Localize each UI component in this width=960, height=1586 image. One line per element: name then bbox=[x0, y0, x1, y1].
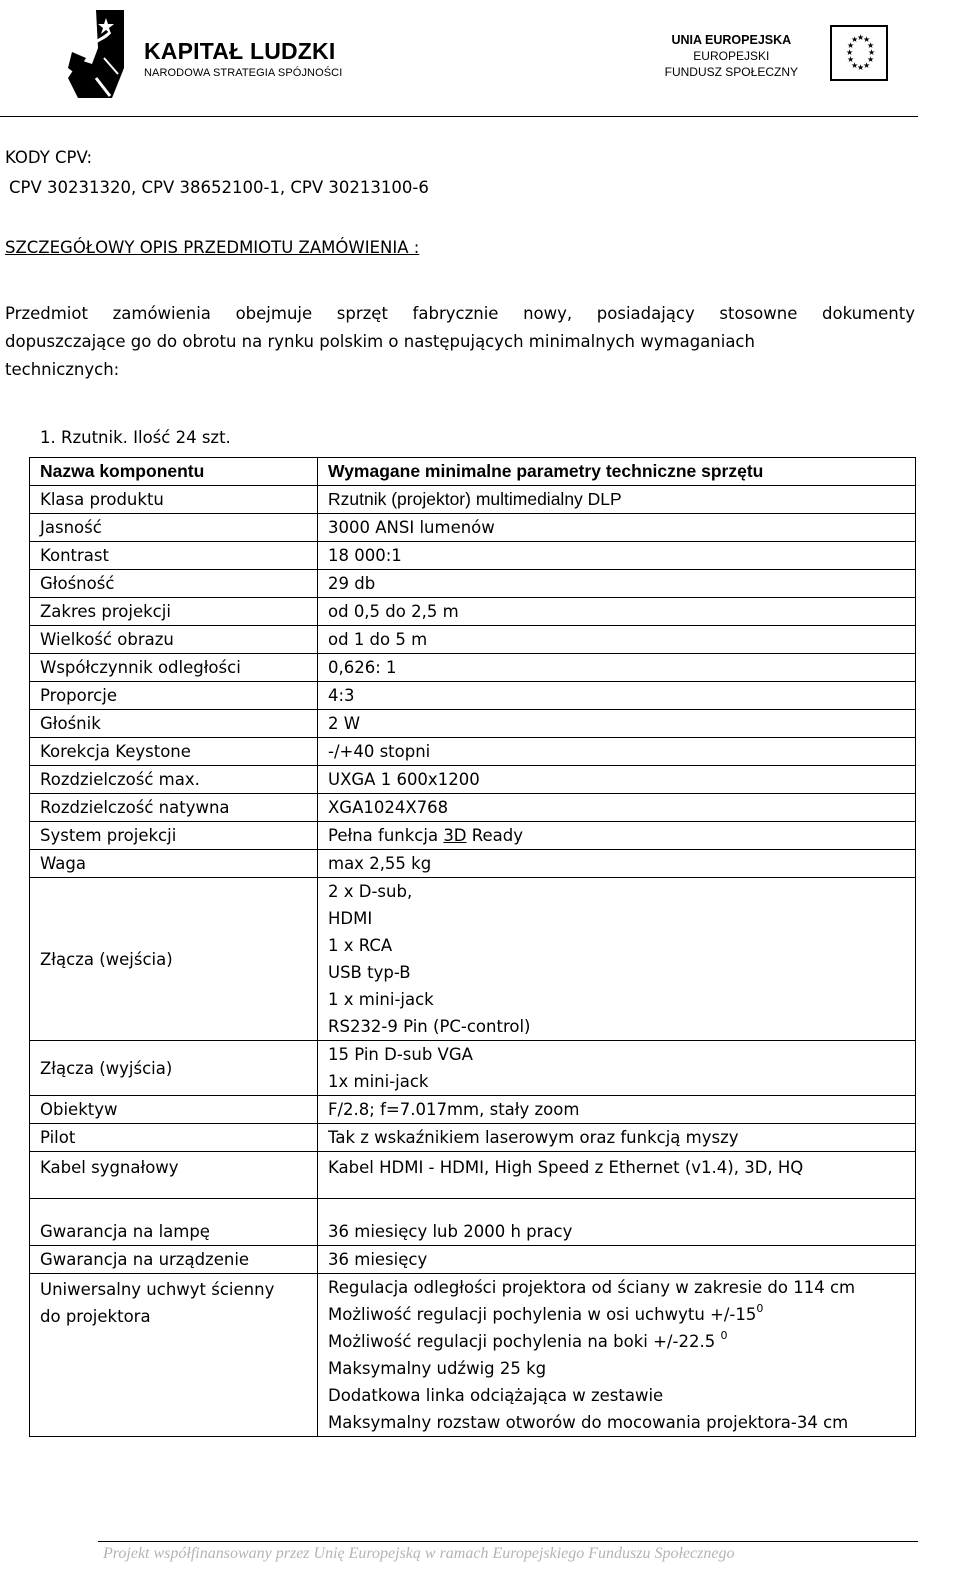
mount-spec-text: Możliwość regulacji pochylenia na boki +/-22.5 bbox=[328, 1332, 721, 1351]
row-value-pre: Pełna funkcja bbox=[328, 826, 444, 845]
row-name: Złącza (wyjścia) bbox=[30, 1041, 318, 1096]
cpv-codes: CPV 30231320, CPV 38652100-1, CPV 30213100-6 bbox=[9, 178, 429, 197]
table-row-outputs bbox=[30, 1041, 916, 1096]
footer-divider bbox=[98, 1541, 918, 1542]
input-port: 1 x RCA bbox=[328, 936, 393, 955]
output-port: 15 Pin D-sub VGA bbox=[328, 1045, 473, 1064]
row-value bbox=[318, 822, 916, 850]
row-name: Pilot bbox=[30, 1124, 318, 1152]
row-name: Jasność bbox=[30, 514, 318, 542]
svg-text:★: ★ bbox=[851, 61, 859, 70]
row-value bbox=[318, 878, 916, 1041]
row-name: Gwarancja na urządzenie bbox=[30, 1246, 318, 1274]
row-name: Korekcja Keystone bbox=[30, 738, 318, 766]
table-row bbox=[30, 654, 916, 682]
table-row bbox=[30, 1096, 916, 1124]
table-row bbox=[30, 766, 916, 794]
kapital-ludzki-logo bbox=[66, 8, 346, 102]
table-row bbox=[30, 1246, 916, 1274]
svg-text:★: ★ bbox=[846, 48, 854, 57]
input-port: RS232-9 Pin (PC-control) bbox=[328, 1017, 531, 1036]
svg-text:★: ★ bbox=[863, 35, 871, 44]
header-divider bbox=[0, 116, 918, 117]
svg-text:★: ★ bbox=[868, 48, 876, 57]
eu-logo bbox=[660, 25, 888, 85]
mount-spec: Dodatkowa linka odciążająca w zestawie bbox=[328, 1386, 664, 1405]
intro-line-2: dopuszczające go do obrotu na rynku polskim o następujących minimalnych wymaganiach bbox=[5, 332, 755, 351]
row-value: 36 miesięcy bbox=[318, 1246, 916, 1274]
page-header bbox=[0, 0, 960, 118]
row-name: Rozdzielczość natywna bbox=[30, 794, 318, 822]
item-heading: 1. Rzutnik. Ilość 24 szt. bbox=[40, 428, 231, 447]
mount-spec-text: Możliwość regulacji pochylenia w osi uchwytu +/-15 bbox=[328, 1305, 757, 1324]
column-header-params: Wymagane minimalne parametry techniczne sprzętu bbox=[318, 458, 916, 486]
row-name: Klasa produktu bbox=[30, 486, 318, 514]
svg-text:★: ★ bbox=[863, 61, 871, 70]
input-port: 1 x mini-jack bbox=[328, 990, 434, 1009]
input-port: USB typ-B bbox=[328, 963, 411, 982]
mount-name-line1: Uniwersalny uchwyt ścienny bbox=[40, 1280, 275, 1299]
eu-logo-line3: FUNDUSZ SPOŁECZNY bbox=[664, 65, 798, 79]
table-row bbox=[30, 626, 916, 654]
mount-name-line2: do projektora bbox=[40, 1307, 151, 1326]
row-name: Głośność bbox=[30, 570, 318, 598]
degree-sup: 0 bbox=[720, 1329, 728, 1342]
logo-title: KAPITAŁ LUDZKI bbox=[144, 38, 336, 64]
row-value: 2 W bbox=[318, 710, 916, 738]
row-value: max 2,55 kg bbox=[318, 850, 916, 878]
table-row bbox=[30, 1152, 916, 1199]
row-name: Gwarancja na lampę bbox=[30, 1199, 318, 1246]
table-row bbox=[30, 710, 916, 738]
mount-spec: Maksymalny udźwig 25 kg bbox=[328, 1359, 547, 1378]
svg-text:★: ★ bbox=[847, 55, 855, 64]
row-value: od 1 do 5 m bbox=[318, 626, 916, 654]
table-row bbox=[30, 794, 916, 822]
table-row bbox=[30, 1199, 916, 1246]
spec-table bbox=[29, 457, 916, 1437]
table-row bbox=[30, 1124, 916, 1152]
mount-spec bbox=[328, 1301, 915, 1328]
table-row bbox=[30, 682, 916, 710]
column-header-name: Nazwa komponentu bbox=[30, 458, 318, 486]
row-value-underlined: 3D bbox=[443, 826, 467, 845]
row-value: XGA1024X768 bbox=[318, 794, 916, 822]
mount-spec bbox=[328, 1328, 915, 1355]
svg-text:★: ★ bbox=[857, 33, 865, 42]
table-row bbox=[30, 850, 916, 878]
row-value: Rzutnik (projektor) multimedialny DLP bbox=[318, 486, 916, 514]
eu-logo-text bbox=[665, 32, 798, 80]
table-row bbox=[30, 514, 916, 542]
svg-text:★: ★ bbox=[847, 41, 855, 50]
degree-sup: 0 bbox=[756, 1302, 764, 1315]
row-value: F/2.8; f=7.017mm, stały zoom bbox=[318, 1096, 916, 1124]
row-value: 18 000:1 bbox=[318, 542, 916, 570]
svg-text:★: ★ bbox=[867, 55, 875, 64]
table-row bbox=[30, 598, 916, 626]
row-value-post: Ready bbox=[466, 826, 523, 845]
row-name: Obiektyw bbox=[30, 1096, 318, 1124]
table-row bbox=[30, 486, 916, 514]
svg-text:★: ★ bbox=[851, 35, 859, 44]
row-name: Współczynnik odległości bbox=[30, 654, 318, 682]
row-value: 4:3 bbox=[318, 682, 916, 710]
svg-text:★: ★ bbox=[867, 41, 875, 50]
row-value: 0,626: 1 bbox=[318, 654, 916, 682]
page-footer: Projekt współfinansowany przez Unię Europejską w ramach Europejskiego Funduszu Społecznego bbox=[103, 1545, 735, 1562]
output-port: 1x mini-jack bbox=[328, 1072, 429, 1091]
table-row bbox=[30, 570, 916, 598]
input-port: 2 x D-sub, bbox=[328, 882, 413, 901]
row-value: 29 db bbox=[318, 570, 916, 598]
row-name: System projekcji bbox=[30, 822, 318, 850]
cpv-label: KODY CPV: bbox=[5, 148, 93, 167]
row-name: Waga bbox=[30, 850, 318, 878]
row-value: UXGA 1 600x1200 bbox=[318, 766, 916, 794]
input-port: HDMI bbox=[328, 909, 373, 928]
mount-spec: Regulacja odległości projektora od ściany w zakresie do 114 cm bbox=[328, 1278, 856, 1297]
table-row-inputs bbox=[30, 878, 916, 1041]
intro-line-3: technicznych: bbox=[5, 360, 120, 379]
eu-logo-line2: EUROPEJSKI bbox=[693, 49, 770, 63]
row-name: Kontrast bbox=[30, 542, 318, 570]
kapital-ludzki-logo-icon bbox=[66, 8, 136, 102]
row-value: 36 miesięcy lub 2000 h pracy bbox=[318, 1199, 916, 1246]
intro-paragraph bbox=[5, 300, 915, 384]
eu-logo-line1: UNIA EUROPEJSKA bbox=[671, 33, 792, 47]
row-value bbox=[318, 1041, 916, 1096]
row-name: Zakres projekcji bbox=[30, 598, 318, 626]
mount-spec: Maksymalny rozstaw otworów do mocowania projektora-34 cm bbox=[328, 1413, 849, 1432]
row-name: Kabel sygnałowy bbox=[30, 1152, 318, 1199]
row-name bbox=[30, 1274, 318, 1437]
row-value bbox=[318, 1274, 916, 1437]
row-name: Wielkość obrazu bbox=[30, 626, 318, 654]
row-name: Rozdzielczość max. bbox=[30, 766, 318, 794]
row-value: Kabel HDMI - HDMI, High Speed z Ethernet (v1.4), 3D, HQ bbox=[318, 1152, 916, 1199]
row-value: Tak z wskaźnikiem laserowym oraz funkcją myszy bbox=[318, 1124, 916, 1152]
row-name: Głośnik bbox=[30, 710, 318, 738]
intro-line-1: Przedmiot zamówienia obejmuje sprzęt fabrycznie nowy, posiadający stosowne dokumenty bbox=[5, 304, 915, 323]
section-heading: SZCZEGÓŁOWY OPIS PRZEDMIOTU ZAMÓWIENIA : bbox=[5, 238, 420, 257]
svg-text:★: ★ bbox=[857, 63, 865, 72]
table-row bbox=[30, 542, 916, 570]
row-name: Złącza (wejścia) bbox=[30, 878, 318, 1041]
row-value: 3000 ANSI lumenów bbox=[318, 514, 916, 542]
row-value: od 0,5 do 2,5 m bbox=[318, 598, 916, 626]
row-name: Proporcje bbox=[30, 682, 318, 710]
eu-flag-icon bbox=[830, 25, 888, 81]
logo-subtitle: NARODOWA STRATEGIA SPÓJNOŚCI bbox=[144, 67, 343, 79]
row-value: -/+40 stopni bbox=[318, 738, 916, 766]
table-row bbox=[30, 822, 916, 850]
table-row-mount bbox=[30, 1274, 916, 1437]
table-row bbox=[30, 738, 916, 766]
table-header-row bbox=[30, 458, 916, 486]
